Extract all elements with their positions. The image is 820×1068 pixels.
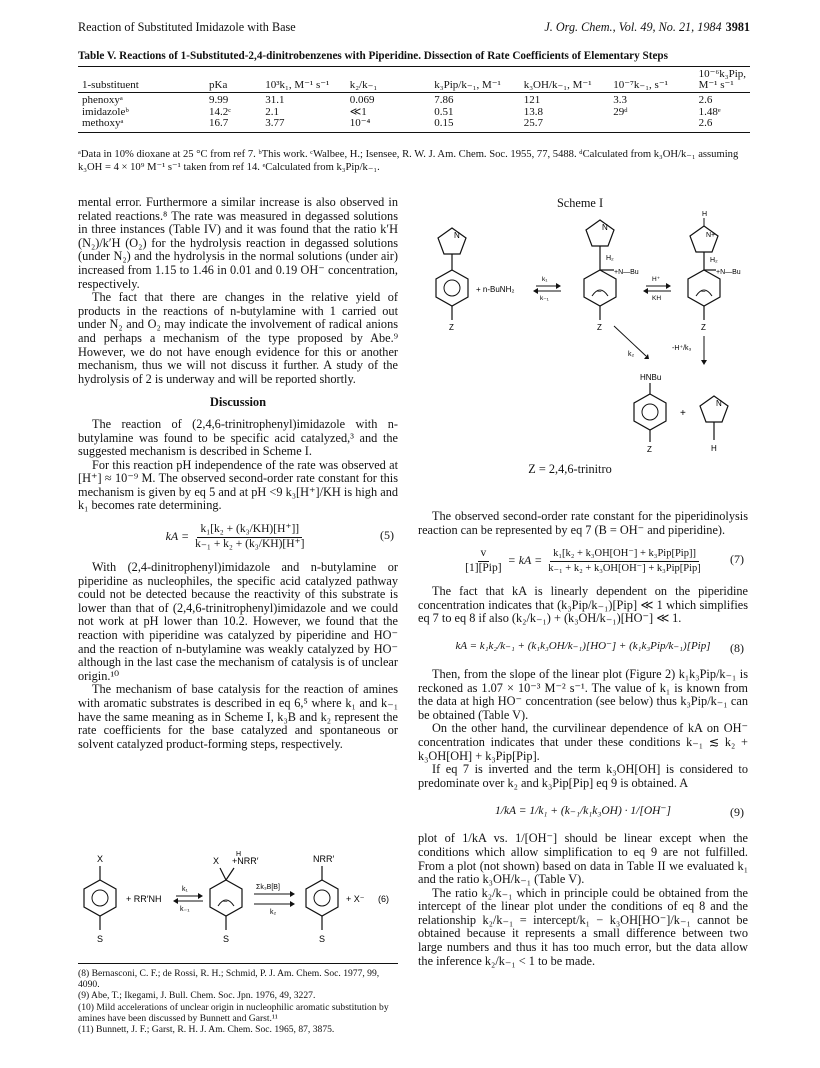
scheme-k3: -H⁺/k₃ xyxy=(672,345,692,352)
header-article-title: Reaction of Substituted Imidazole with Base xyxy=(78,20,296,34)
eq7-lhs-fraction xyxy=(462,547,504,575)
eq6-amine: + RR′NH xyxy=(126,894,162,904)
eq6-k3b: Σk₃B[B] xyxy=(256,884,280,891)
equation-6-scheme xyxy=(78,850,398,950)
bond xyxy=(226,868,234,880)
left-column xyxy=(78,196,398,751)
table-header-row xyxy=(78,67,750,93)
th-k3pip: k₃Pip/k₋₁, M⁻¹ xyxy=(430,67,519,93)
eq6-s-label-3: S xyxy=(319,934,326,944)
table-footnote: ᵃData in 10% dioxane at 25 °C from ref 7. ᵇThis work. ᶜWalbee, H.; Isensee, R. W. J. Am. Chem. Soc. 1955, 77, 5488. ᵈCalculated from k₃OH/k₋₁ assuming k₃OH = 4 × 10⁹ M⁻¹ s⁻¹ taken from ref 14. ᵉCalculated from k₃Pip/k₋₁. xyxy=(78,149,739,173)
equation-8 xyxy=(418,630,748,664)
aromatic-circle xyxy=(92,890,108,906)
scheme-kh: KH xyxy=(652,295,662,302)
eq6-hnrr-label: +NRR′ xyxy=(232,856,259,866)
arrow-head xyxy=(701,360,707,365)
eq5-numerator: k₁[k₂ + (k₃/KH)[H⁺]] xyxy=(197,523,302,538)
cell-k2k1: 0.069 xyxy=(349,94,375,106)
th-k3oh: k₃OH/k₋₁, M⁻¹ xyxy=(520,67,610,93)
product-ring xyxy=(634,394,666,430)
cell-pka: 14.2ᶜ xyxy=(209,105,232,118)
arrow-head xyxy=(556,283,561,289)
cell-substituent: methoxyᵃ xyxy=(78,118,205,132)
arrow-head xyxy=(290,891,295,897)
eq6-s-label: S xyxy=(97,934,104,944)
cell-k1: 31.1 xyxy=(265,94,285,106)
eq7-fraction xyxy=(545,547,704,575)
scheme-z-label-4: Z xyxy=(647,445,652,454)
paragraph: Then, from the slope of the linear plot (Figure 2) k₁k₃Pip/k₋₁ is reckoned as 1.07 × 10⁻³ M⁻² s⁻¹. The value of k₁ is known from the data at high HO⁻ concentration (see below) thus k₃Pip/k₋₁ can be obtained (Table V). xyxy=(418,666,748,722)
imidazole-product-ring xyxy=(700,396,728,422)
paragraph: The mechanism of base catalysis for the reaction of amines with aromatic substrates is described in eq 6,⁵ where k₁ and k₋₁ have the same meaning as in Scheme I, k₃B and k₂ represent the rate coefficients for the base catalyzed and spontaneous or solvent catalyzed product-forming steps, respectively. xyxy=(78,682,398,751)
scheme-h2-label-2: H₂ xyxy=(710,257,718,264)
paragraph: The fact that there are changes in the relative yield of products in the reactions of n-butylamine with 1 carried out under N₂ and O₂ may indicate the involvement of radical anions and perhaps a mechanism of the type proposed by Abe.⁹ However, we do not have enough evidence for this or another mechanism, thus we will not discuss it further. A study of the hydrolysis of 2 is underway and will be reported shortly. xyxy=(78,290,398,386)
scheme-h-top: H xyxy=(702,211,708,218)
cell-km1 xyxy=(609,118,694,132)
equation-9 xyxy=(418,794,748,828)
bond xyxy=(220,868,226,880)
reference-item: (11) Bunnett, J. F.; Garst, R. H. J. Am. Chem. Soc. 1965, 87, 3875. xyxy=(78,1024,335,1036)
eq6-x2-label: X xyxy=(213,856,220,866)
cell-k3pip: 0.15 xyxy=(430,118,519,132)
scheme-n-label-3: N xyxy=(716,399,722,408)
table-v xyxy=(78,66,750,133)
scheme-hnbu-label: HNBu xyxy=(640,373,662,382)
eq6-nrr-label: NRR′ xyxy=(313,854,335,864)
table-row xyxy=(78,93,750,107)
eq7-denominator: k₋₁ + k₂ + k₃OH[OH⁻] + k₃Pip[Pip] xyxy=(548,562,701,574)
scheme-amine: + n-BuNH₂ xyxy=(476,285,515,294)
eq8-number: (8) xyxy=(730,640,744,655)
eq7-number: (7) xyxy=(730,552,744,567)
aromatic-circle xyxy=(314,890,330,906)
eq6-s-label-2: S xyxy=(223,934,230,944)
scheme-nbu-label: +N—Bu xyxy=(614,269,639,276)
cell-k3p: 2.6 xyxy=(698,94,713,106)
table-row xyxy=(78,107,750,119)
paragraph: The fact that kA is linearly dependent on the piperidine concentration indicates that (k₃Pip/k₋₁)[Pip] ≪ 1 which simplifies eq 7 to eq 8 if also (k₂/k₋₁) + (k₃OH/k₋₁)[HO⁻] ≪ 1. xyxy=(418,584,748,626)
th-k1: 10³k₁, M⁻¹ s⁻¹ xyxy=(261,67,346,93)
equation-5 xyxy=(78,517,398,557)
scheme-caption: Z = 2,4,6-trinitro xyxy=(528,462,612,476)
cell-k3pip: 7.86 xyxy=(434,94,454,106)
imidazolium-ring xyxy=(690,226,718,252)
scheme-h-bottom: H xyxy=(711,444,717,453)
scheme-hplus: H⁺ xyxy=(652,276,661,283)
cell-substituent: phenoxyᵃ xyxy=(82,94,123,106)
th-km1: 10⁻⁷k₋₁, s⁻¹ xyxy=(609,67,694,93)
aromatic-circle xyxy=(444,280,460,296)
paragraph: With (2,4-dinitrophenyl)imidazole and n-butylamine or piperidine as nucleophiles, the specific acid catalyzed pathway could not be detected because the reactivity of this substrate is lower than that of (2,4,6-trinitrophenyl)imidazole and we could not work at pH lower than 10.2. However, we found that the reaction with piperidine was catalyzed by piperidine and HO⁻ and the reaction of n-butylamine was weakly catalyzed by HO⁻ although in the last case the mechanism of catalysis is of unclear origin.¹⁰ xyxy=(78,560,398,683)
cell-k1: 2.1 xyxy=(265,105,279,118)
scheme-km1: k₋₁ xyxy=(540,295,549,302)
eq6-leaving-group: + X⁻ xyxy=(346,894,365,904)
eq7-numerator: k₁[k₂ + k₃OH[OH⁻] + k₃Pip[Pip]] xyxy=(550,547,699,562)
eq7-lhs-numerator: v xyxy=(478,547,490,562)
reference-item: (9) Abe, T.; Ikegami, J. Bull. Chem. Soc. Jpn. 1976, 49, 3227. xyxy=(78,990,316,1002)
cell-k1: 3.77 xyxy=(261,118,346,132)
eq9-number: (9) xyxy=(730,805,744,820)
equation-7 xyxy=(418,541,748,581)
cell-pka: 9.99 xyxy=(209,94,229,106)
eq5-fraction xyxy=(192,523,307,551)
imidazole-ring xyxy=(586,220,614,246)
scheme-z-label-3: Z xyxy=(701,323,706,332)
cell-k3pip: 0.51 xyxy=(434,105,454,118)
cell-k3oh: 121 xyxy=(523,94,541,106)
minus-charge: − xyxy=(701,287,706,296)
section-heading: Discussion xyxy=(209,395,267,410)
cell-km1: 3.3 xyxy=(613,94,627,106)
reference-item: (8) Bernasconi, C. F.; de Rossi, R. H.; Schmid, P. J. Am. Chem. Soc. 1977, 99, 4090. xyxy=(78,968,380,991)
scheme-plus: + xyxy=(680,408,686,419)
scheme-k2: k₂ xyxy=(628,351,635,358)
cell-k3oh: 13.8 xyxy=(523,105,543,118)
scheme-z-label-2: Z xyxy=(597,323,602,332)
header-journal-citation xyxy=(544,20,750,38)
table-row xyxy=(78,118,750,132)
minus-charge: − xyxy=(597,287,602,296)
eq6-number: (6) xyxy=(378,894,389,904)
th-k3p: 10⁻⁶k₃Pip, M⁻¹ s⁻¹ xyxy=(695,67,750,93)
product-ring xyxy=(306,880,338,916)
eq7-mid: = kA = xyxy=(507,553,543,568)
eq9-body: 1/kA = 1/k₁ + (k₋₁/k₁k₃OH) · 1/[OH⁻] xyxy=(495,804,671,817)
cell-substituent: imidazoleᵇ xyxy=(82,105,129,118)
cell-k2k1: ≪1 xyxy=(349,105,367,118)
cell-pka: 16.7 xyxy=(205,118,261,132)
scheme-nbu-label-2: +N—Bu xyxy=(716,269,741,276)
arrow-head xyxy=(173,898,178,904)
references xyxy=(78,963,398,1035)
header-journal: J. Org. Chem., Vol. 49, No. 21, 1984 xyxy=(544,20,722,34)
paragraph: The ratio k₂/k₋₁ which in principle could be obtained from the intercept of the linear plot under the conditions of eq 8 and the relationship k₂/k₋₁ = intercept/k₁ − k₃OH[HO⁻]/k₋₁ cannot be obtained because it represents a small difference between two large numbers and thus it has too much error, but the data allow the inference k₂/k₋₁ < 1 to be made. xyxy=(418,885,748,968)
eq5-number: (5) xyxy=(380,528,394,543)
eq5-denominator: k₋₁ + k₂ + (k₃/KH)[H⁺] xyxy=(195,537,305,550)
scheme-title: Scheme I xyxy=(556,196,604,210)
th-substituent: 1-substituent xyxy=(78,67,205,93)
scheme-z-label: Z xyxy=(449,323,454,332)
eq6-k1: k₁ xyxy=(182,886,188,893)
paragraph: For this reaction pH independence of the rate was observed at [H⁺] ≈ 10⁻⁹ M. The observed second-order rate constant for this mechanism is given by eq 5 and at pH <9 k₃[H⁺]/KH is high and k₁ becomes rate determining. xyxy=(78,457,398,513)
header-page-number: 3981 xyxy=(725,20,750,34)
table-caption: Table V. Reactions of 1-Substituted-2,4-dinitrobenzenes with Piperidine. Dissection of Rate Coefficients of Elementary Steps xyxy=(78,50,669,62)
benzene-ring xyxy=(84,880,116,916)
minus-charge: − xyxy=(223,897,228,906)
benzene-ring xyxy=(436,270,468,306)
eq7-lhs-denominator: [1][Pip] xyxy=(465,561,502,574)
eq6-x-label: X xyxy=(97,854,104,864)
scheme-nplus-label: N+ xyxy=(706,232,716,239)
eq5-lhs: kA = xyxy=(165,529,190,544)
right-column xyxy=(418,510,748,968)
eq6-h-label: H xyxy=(236,851,242,858)
scheme-k1: k₁ xyxy=(542,276,548,283)
scheme-i-diagram xyxy=(418,210,748,460)
cell-km1: 29ᵈ xyxy=(613,105,628,118)
paragraph: If eq 7 is inverted and the term k₃OH[OH] is considered to predominate over k₂ and k₃Pip[Pip] eq 9 is obtained. A xyxy=(418,762,748,790)
aromatic-circle xyxy=(642,404,658,420)
cell-k2k1: 10⁻⁴ xyxy=(346,118,431,132)
arrow-head xyxy=(533,288,538,294)
scheme-n-label-2: N xyxy=(602,223,608,232)
scheme-h2-label: H₂ xyxy=(606,255,614,262)
imidazole-ring xyxy=(438,228,466,254)
paragraph: On the other hand, the curvilinear dependence of kA on OH⁻ concentration indicates that under these conditions k₋₁ ≲ k₂ + k₃OH[OH] + k₃Pip[Pip]. xyxy=(418,721,748,763)
running-header xyxy=(78,20,750,38)
eq6-k2: k₂ xyxy=(270,909,277,916)
arrow-head xyxy=(198,893,203,899)
arrow-head xyxy=(643,288,648,294)
paragraph: The reaction of (2,4,6-trinitrophenyl)imidazole with n-butylamine was found to be specific acid catalyzed,³ and the suggested mechanism is described in Scheme I. xyxy=(78,416,398,459)
cell-k3p: 2.6 xyxy=(695,118,750,132)
rate-table xyxy=(78,66,750,133)
scheme-n-label: N xyxy=(454,231,460,240)
th-k2k1: k₂/k₋₁ xyxy=(346,67,431,93)
eq8-body: kA = k₁k₂/k₋₁ + (k₁k₃OH/k₋₁)[HO⁻] + (k₁k₃Pip/k₋₁)[Pip] xyxy=(455,640,711,653)
paragraph: The observed second-order rate constant for the piperidinolysis reaction can be represented by eq 7 (B = OH⁻ and piperidine). xyxy=(418,509,748,537)
cell-k3oh: 25.7 xyxy=(520,118,610,132)
th-pka: pKa xyxy=(205,67,261,93)
eq6-km1: k₋₁ xyxy=(180,906,190,913)
paragraph: mental error. Furthermore a similar increase is also observed in related reactions.⁸ The rate was measured in degassed solutions in three instances (Table IV) and it was found that the ratio k′H (N₂)/k′H (O₂) for the hydrolysis reaction in degassed solutions (under N₂) and the hydrolysis in the normal solutions (under air) increased from 1.15 to 1.46 in 0.01 and 0.19 OH⁻ concentration, respectively. xyxy=(78,195,398,291)
arrow-head xyxy=(290,901,295,907)
arrow-head xyxy=(666,283,671,289)
reference-item: (10) Mild accelerations of unclear origin in nucleophilic aromatic substitution by amines have been discussed by Bunnett and Garst.¹¹ xyxy=(78,1001,389,1024)
cell-k3p: 1.48ᵉ xyxy=(698,105,721,118)
paragraph: plot of 1/kA vs. 1/[OH⁻] should be linear except when the conditions which allow simplification to eq 9 are not fulfilled. From a plot (not shown) based on data in Table II we evaluated k₁ and the ratio k₃OH/k₋₁ (Table V). xyxy=(418,831,748,887)
